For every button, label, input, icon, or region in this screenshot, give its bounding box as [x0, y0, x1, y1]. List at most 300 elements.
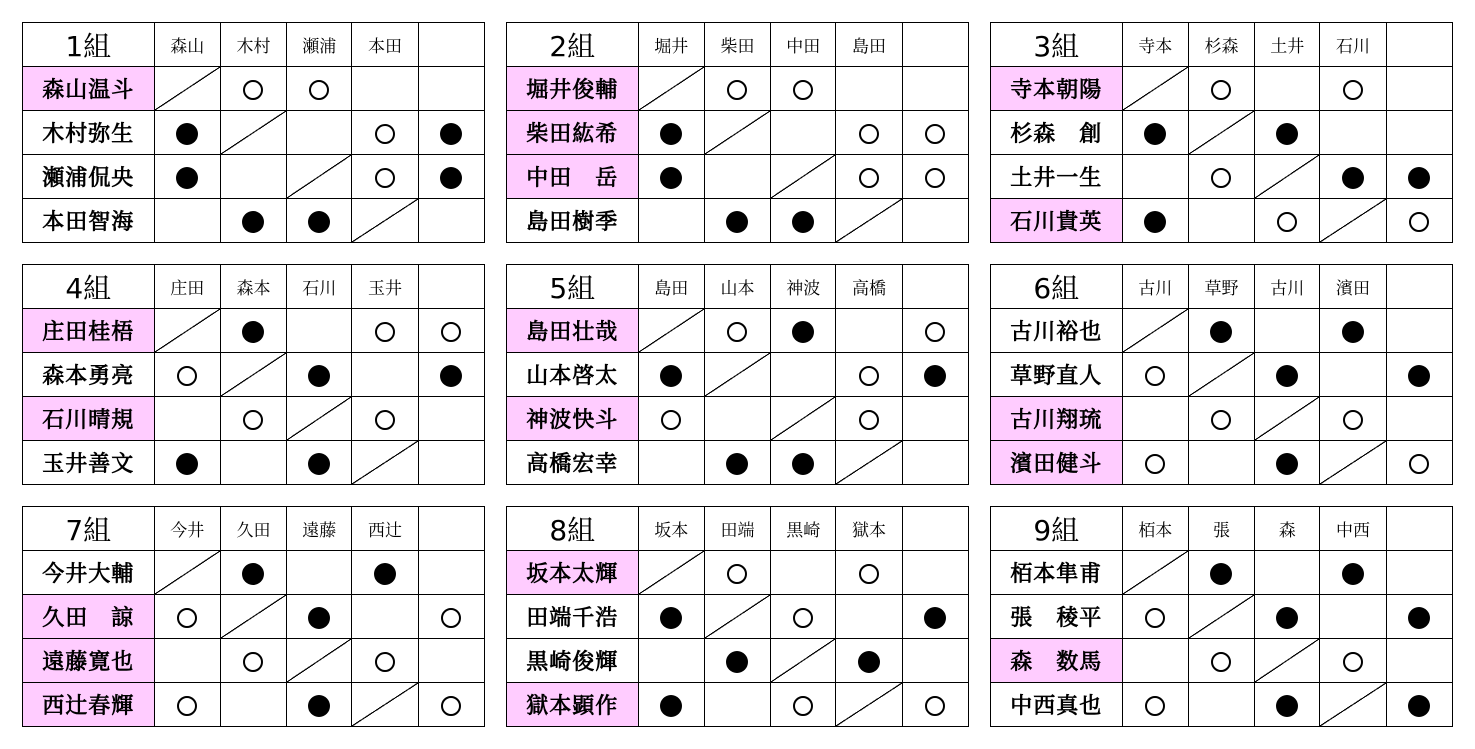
win-circle-icon: [1277, 212, 1297, 232]
group-table: [506, 264, 969, 485]
result-cell: [1255, 353, 1320, 397]
result-cell: [902, 309, 968, 353]
empty-cell: [771, 353, 836, 397]
result-cell: [220, 67, 286, 111]
column-header: 木村: [220, 23, 286, 67]
self-match-cell: [1188, 111, 1254, 155]
result-cell: [154, 441, 220, 485]
diagonal-line: [1189, 111, 1254, 154]
player-row: [507, 353, 969, 397]
empty-cell: [352, 67, 418, 111]
win-circle-icon: [1211, 410, 1231, 430]
result-cell: [836, 551, 902, 595]
result-cell: [1122, 595, 1188, 639]
diagonal-line: [1123, 309, 1188, 352]
column-header: 古川: [1255, 265, 1320, 309]
self-match-cell: [352, 441, 418, 485]
column-header: [902, 265, 968, 309]
loss-dot-icon: [440, 123, 462, 145]
result-cell: [1386, 441, 1452, 485]
result-cell: [1255, 595, 1320, 639]
diagonal-line: [1320, 683, 1385, 726]
result-cell: [638, 111, 704, 155]
player-name: 島田壮哉: [507, 309, 639, 353]
player-row: [991, 595, 1453, 639]
win-circle-icon: [1145, 366, 1165, 386]
player-name: 古川翔琉: [991, 397, 1123, 441]
column-header: 杉森: [1188, 23, 1254, 67]
player-row: [507, 67, 969, 111]
empty-cell: [1255, 309, 1320, 353]
result-cell: [836, 111, 902, 155]
player-row: [991, 111, 1453, 155]
player-name: 土井一生: [991, 155, 1123, 199]
player-name: 庄田桂梧: [23, 309, 155, 353]
win-circle-icon: [375, 168, 395, 188]
win-circle-icon: [925, 696, 945, 716]
column-header: 石川: [287, 265, 352, 309]
result-cell: [1188, 67, 1254, 111]
win-circle-icon: [243, 652, 263, 672]
self-match-cell: [1122, 67, 1188, 111]
diagonal-line: [352, 441, 417, 484]
loss-dot-icon: [726, 211, 748, 233]
column-header: 森本: [220, 265, 286, 309]
diagonal-line: [705, 595, 770, 638]
result-cell: [704, 67, 770, 111]
player-name: 堀井俊輔: [507, 67, 639, 111]
column-header: [1386, 265, 1452, 309]
self-match-cell: [287, 639, 352, 683]
player-row: [507, 111, 969, 155]
empty-cell: [220, 683, 286, 727]
loss-dot-icon: [1210, 321, 1232, 343]
result-cell: [287, 199, 352, 243]
result-cell: [220, 551, 286, 595]
self-match-cell: [771, 397, 836, 441]
player-name: 玉井善文: [23, 441, 155, 485]
loss-dot-icon: [1276, 453, 1298, 475]
win-circle-icon: [1211, 168, 1231, 188]
column-header: 獄本: [836, 507, 902, 551]
column-header: 濱田: [1320, 265, 1386, 309]
empty-cell: [1188, 199, 1254, 243]
column-header: 西辻: [352, 507, 418, 551]
player-row: [507, 199, 969, 243]
player-row: [991, 67, 1453, 111]
loss-dot-icon: [242, 563, 264, 585]
loss-dot-icon: [1276, 365, 1298, 387]
column-header: 堀井: [638, 23, 704, 67]
loss-dot-icon: [924, 365, 946, 387]
result-cell: [352, 111, 418, 155]
win-circle-icon: [1343, 80, 1363, 100]
self-match-cell: [1188, 353, 1254, 397]
player-name: 草野直人: [991, 353, 1123, 397]
player-row: [507, 155, 969, 199]
column-header: 寺本: [1122, 23, 1188, 67]
group-title: 4組: [23, 265, 155, 309]
result-cell: [704, 441, 770, 485]
diagonal-line: [1255, 155, 1319, 198]
win-circle-icon: [375, 410, 395, 430]
result-cell: [704, 309, 770, 353]
column-header: 瀬浦: [287, 23, 352, 67]
player-name: 中西真也: [991, 683, 1123, 727]
result-cell: [1386, 595, 1452, 639]
empty-cell: [1122, 155, 1188, 199]
loss-dot-icon: [660, 607, 682, 629]
self-match-cell: [638, 309, 704, 353]
empty-cell: [1188, 441, 1254, 485]
column-header: [1386, 507, 1452, 551]
result-cell: [220, 199, 286, 243]
result-cell: [154, 155, 220, 199]
loss-dot-icon: [440, 365, 462, 387]
loss-dot-icon: [1342, 167, 1364, 189]
group-title: 7組: [23, 507, 155, 551]
win-circle-icon: [243, 80, 263, 100]
win-circle-icon: [859, 168, 879, 188]
empty-cell: [1188, 683, 1254, 727]
loss-dot-icon: [660, 167, 682, 189]
group-title: 9組: [991, 507, 1123, 551]
empty-cell: [704, 683, 770, 727]
result-cell: [836, 397, 902, 441]
diagonal-line: [155, 551, 220, 594]
win-circle-icon: [441, 696, 461, 716]
self-match-cell: [154, 551, 220, 595]
loss-dot-icon: [242, 321, 264, 343]
loss-dot-icon: [792, 321, 814, 343]
empty-cell: [1255, 67, 1320, 111]
player-row: [991, 353, 1453, 397]
win-circle-icon: [727, 80, 747, 100]
player-name: 森本勇亮: [23, 353, 155, 397]
result-cell: [771, 683, 836, 727]
loss-dot-icon: [1276, 123, 1298, 145]
result-cell: [418, 309, 484, 353]
player-row: [507, 595, 969, 639]
win-circle-icon: [1211, 652, 1231, 672]
loss-dot-icon: [660, 123, 682, 145]
column-header: 柴田: [704, 23, 770, 67]
self-match-cell: [287, 155, 352, 199]
column-header: 今井: [154, 507, 220, 551]
player-name: 中田 岳: [507, 155, 639, 199]
loss-dot-icon: [1342, 563, 1364, 585]
self-match-cell: [836, 199, 902, 243]
diagonal-line: [352, 683, 417, 726]
win-circle-icon: [1409, 454, 1429, 474]
result-cell: [418, 111, 484, 155]
empty-cell: [902, 441, 968, 485]
empty-cell: [418, 67, 484, 111]
player-name: 遠藤寛也: [23, 639, 155, 683]
loss-dot-icon: [242, 211, 264, 233]
column-header: [902, 507, 968, 551]
player-row: [991, 199, 1453, 243]
self-match-cell: [704, 595, 770, 639]
group-table: [506, 506, 969, 727]
empty-cell: [638, 199, 704, 243]
loss-dot-icon: [924, 607, 946, 629]
player-row: [23, 67, 485, 111]
result-cell: [1188, 155, 1254, 199]
player-row: [23, 309, 485, 353]
player-name: 栢本隼甫: [991, 551, 1123, 595]
diagonal-line: [1189, 353, 1254, 396]
group-title: 3組: [991, 23, 1123, 67]
empty-cell: [771, 111, 836, 155]
result-cell: [154, 683, 220, 727]
diagonal-line: [1123, 67, 1188, 110]
group-title: 1組: [23, 23, 155, 67]
loss-dot-icon: [308, 695, 330, 717]
win-circle-icon: [727, 322, 747, 342]
empty-cell: [1122, 639, 1188, 683]
result-cell: [902, 155, 968, 199]
column-header: 森: [1255, 507, 1320, 551]
result-cell: [220, 309, 286, 353]
empty-cell: [1122, 397, 1188, 441]
empty-cell: [1386, 397, 1452, 441]
player-name: 柴田紘希: [507, 111, 639, 155]
result-cell: [287, 683, 352, 727]
loss-dot-icon: [660, 365, 682, 387]
column-header: 坂本: [638, 507, 704, 551]
result-cell: [836, 353, 902, 397]
player-name: 坂本太輝: [507, 551, 639, 595]
result-cell: [704, 639, 770, 683]
win-circle-icon: [177, 366, 197, 386]
result-cell: [771, 441, 836, 485]
loss-dot-icon: [1144, 211, 1166, 233]
result-cell: [1122, 199, 1188, 243]
diagonal-line: [836, 683, 901, 726]
result-cell: [1320, 155, 1386, 199]
self-match-cell: [1320, 441, 1386, 485]
result-cell: [154, 595, 220, 639]
result-cell: [1188, 309, 1254, 353]
result-cell: [287, 67, 352, 111]
diagonal-line: [705, 111, 770, 154]
result-cell: [287, 441, 352, 485]
empty-cell: [902, 67, 968, 111]
win-circle-icon: [1211, 80, 1231, 100]
player-name: 黒崎俊輝: [507, 639, 639, 683]
diagonal-line: [155, 309, 220, 352]
result-cell: [771, 309, 836, 353]
self-match-cell: [220, 353, 286, 397]
win-circle-icon: [1145, 608, 1165, 628]
player-name: 濱田健斗: [991, 441, 1123, 485]
player-row: [23, 397, 485, 441]
result-cell: [418, 155, 484, 199]
diagonal-line: [705, 353, 770, 396]
diagonal-line: [771, 639, 835, 682]
loss-dot-icon: [792, 453, 814, 475]
win-circle-icon: [1145, 696, 1165, 716]
loss-dot-icon: [308, 365, 330, 387]
win-circle-icon: [727, 564, 747, 584]
column-header: 中田: [771, 23, 836, 67]
win-circle-icon: [375, 124, 395, 144]
player-row: [991, 441, 1453, 485]
column-header: 田端: [704, 507, 770, 551]
player-name: 島田樹季: [507, 199, 639, 243]
result-cell: [154, 111, 220, 155]
loss-dot-icon: [1408, 167, 1430, 189]
loss-dot-icon: [726, 651, 748, 673]
column-header: [418, 23, 484, 67]
diagonal-line: [1320, 199, 1385, 242]
player-row: [991, 683, 1453, 727]
result-cell: [638, 683, 704, 727]
diagonal-line: [155, 67, 220, 110]
loss-dot-icon: [858, 651, 880, 673]
result-cell: [352, 397, 418, 441]
empty-cell: [154, 397, 220, 441]
result-cell: [418, 683, 484, 727]
result-cell: [1188, 397, 1254, 441]
player-name: 本田智海: [23, 199, 155, 243]
win-circle-icon: [1343, 410, 1363, 430]
empty-cell: [220, 441, 286, 485]
self-match-cell: [1320, 199, 1386, 243]
result-cell: [220, 639, 286, 683]
loss-dot-icon: [726, 453, 748, 475]
result-cell: [352, 155, 418, 199]
self-match-cell: [1255, 639, 1320, 683]
diagonal-line: [1255, 639, 1319, 682]
player-name: 獄本顕作: [507, 683, 639, 727]
win-circle-icon: [793, 80, 813, 100]
win-circle-icon: [1343, 652, 1363, 672]
player-name: 森山温斗: [23, 67, 155, 111]
player-name: 山本啓太: [507, 353, 639, 397]
diagonal-line: [1123, 551, 1188, 594]
loss-dot-icon: [1408, 365, 1430, 387]
player-name: 高橋宏幸: [507, 441, 639, 485]
self-match-cell: [638, 67, 704, 111]
self-match-cell: [154, 67, 220, 111]
loss-dot-icon: [176, 167, 198, 189]
diagonal-line: [836, 199, 901, 242]
result-cell: [771, 199, 836, 243]
column-header: 島田: [836, 23, 902, 67]
diagonal-line: [287, 639, 351, 682]
group-table: [990, 22, 1453, 243]
result-cell: [1255, 199, 1320, 243]
loss-dot-icon: [308, 211, 330, 233]
player-name: 木村弥生: [23, 111, 155, 155]
result-cell: [1320, 639, 1386, 683]
group-title: 6組: [991, 265, 1123, 309]
empty-cell: [1386, 67, 1452, 111]
diagonal-line: [221, 353, 286, 396]
column-header: 久田: [220, 507, 286, 551]
loss-dot-icon: [1144, 123, 1166, 145]
player-name: 瀬浦侃央: [23, 155, 155, 199]
win-circle-icon: [925, 124, 945, 144]
win-circle-icon: [309, 80, 329, 100]
loss-dot-icon: [308, 453, 330, 475]
diagonal-line: [221, 111, 286, 154]
result-cell: [1122, 683, 1188, 727]
result-cell: [154, 353, 220, 397]
group-table: [990, 506, 1453, 727]
loss-dot-icon: [1276, 695, 1298, 717]
result-cell: [1320, 551, 1386, 595]
empty-cell: [287, 111, 352, 155]
group-table: [22, 22, 485, 243]
column-header: 庄田: [154, 265, 220, 309]
diagonal-line: [1189, 595, 1254, 638]
win-circle-icon: [177, 608, 197, 628]
result-cell: [1320, 397, 1386, 441]
column-header: 張: [1188, 507, 1254, 551]
self-match-cell: [638, 551, 704, 595]
diagonal-line: [639, 67, 704, 110]
result-cell: [902, 683, 968, 727]
self-match-cell: [1320, 683, 1386, 727]
group-title: 5組: [507, 265, 639, 309]
loss-dot-icon: [374, 563, 396, 585]
player-row: [23, 595, 485, 639]
diagonal-line: [639, 309, 704, 352]
win-circle-icon: [925, 168, 945, 188]
empty-cell: [1386, 309, 1452, 353]
empty-cell: [638, 639, 704, 683]
result-cell: [704, 199, 770, 243]
empty-cell: [1320, 595, 1386, 639]
group-title: 8組: [507, 507, 639, 551]
player-name: 西辻春輝: [23, 683, 155, 727]
player-row: [23, 199, 485, 243]
result-cell: [1320, 67, 1386, 111]
empty-cell: [1386, 639, 1452, 683]
result-cell: [902, 111, 968, 155]
self-match-cell: [1122, 309, 1188, 353]
diagonal-line: [287, 397, 351, 440]
diagonal-line: [836, 441, 901, 484]
result-cell: [418, 595, 484, 639]
column-header: 高橋: [836, 265, 902, 309]
result-cell: [352, 639, 418, 683]
player-row: [991, 309, 1453, 353]
player-row: [507, 397, 969, 441]
self-match-cell: [220, 111, 286, 155]
group-table: [990, 264, 1453, 485]
player-name: 寺本朝陽: [991, 67, 1123, 111]
diagonal-line: [221, 595, 286, 638]
empty-cell: [418, 639, 484, 683]
diagonal-line: [287, 155, 351, 198]
empty-cell: [902, 199, 968, 243]
column-header: 石川: [1320, 23, 1386, 67]
result-cell: [1188, 551, 1254, 595]
player-row: [23, 111, 485, 155]
result-cell: [902, 353, 968, 397]
win-circle-icon: [859, 564, 879, 584]
result-cell: [1122, 441, 1188, 485]
result-cell: [1255, 441, 1320, 485]
loss-dot-icon: [308, 607, 330, 629]
empty-cell: [704, 155, 770, 199]
win-circle-icon: [793, 696, 813, 716]
result-cell: [1255, 683, 1320, 727]
